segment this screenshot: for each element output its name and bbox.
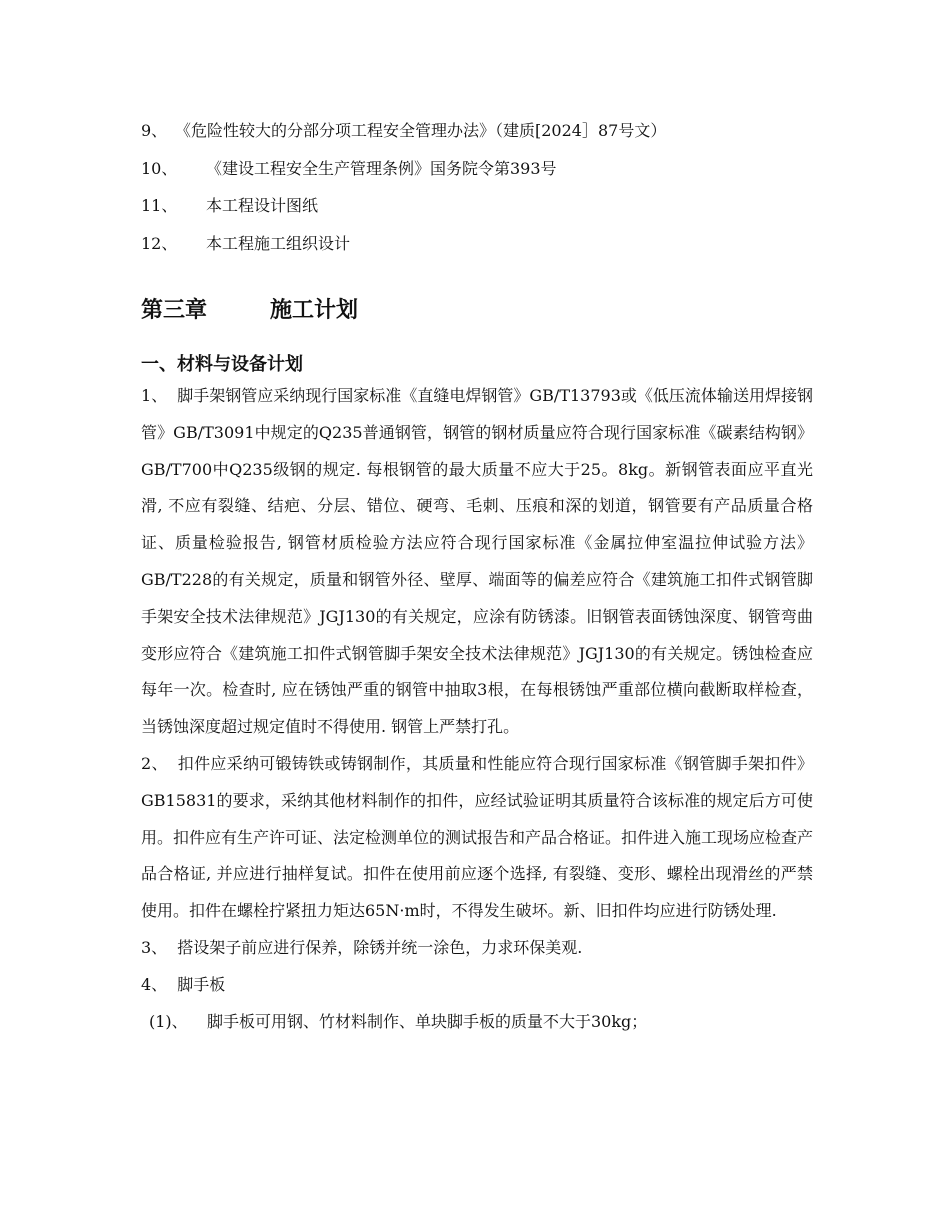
paragraph xyxy=(141,746,813,930)
reference-item xyxy=(141,154,841,192)
paragraph xyxy=(141,378,813,746)
chapter-heading xyxy=(141,292,358,328)
chapter-number: 第三章 xyxy=(141,297,208,323)
reference-number: 12、 xyxy=(141,233,178,253)
reference-text: 本工程施工组织设计 xyxy=(206,233,351,253)
paragraph-number: 4、 xyxy=(141,974,168,994)
paragraph-text: 脚手板 xyxy=(177,974,226,994)
chapter-title: 施工计划 xyxy=(270,297,359,323)
paragraph-number: 3、 xyxy=(141,937,168,957)
reference-item xyxy=(141,229,841,267)
body-text xyxy=(141,378,813,1040)
reference-number: 9、 xyxy=(141,121,168,140)
reference-text: 《建设工程安全生产管理条例》国务院令第393号 xyxy=(206,158,557,178)
reference-number: 11、 xyxy=(141,196,178,215)
sub-item xyxy=(141,1004,813,1041)
reference-item xyxy=(141,191,841,229)
sub-item-text: 脚手板可用钢、竹材料制作、单块脚手板的质量不大于30kg； xyxy=(207,1011,648,1031)
paragraph-number: 2、 xyxy=(141,753,168,773)
paragraph-text: 扣件应采纳可锻铸铁或铸钢制作，其质量和性能应符合现行国家标准《钢管脚手架扣件》GB15831的要求，采纳其他材料制作的扣件，应经试验证明其质量符合该标准的规定后方可使用。扣件应有生产许可证、法定检测单位的测试报告和产品合格证。扣件进入施工现场应检查产品合格证, 并应进行抽样复试。扣件在使用前应逐个选择, 有裂缝、变形、螺栓出现滑丝的严禁使用。扣件在螺栓拧紧扭力矩达65N·m时，不得发生破坏。新、旧扣件均应进行防锈处理. xyxy=(141,753,814,921)
reference-list xyxy=(141,116,841,266)
reference-text: 《危险性较大的分部分项工程安全管理办法》（建质[2024］87号文） xyxy=(175,121,667,140)
paragraph-number: 1、 xyxy=(141,386,168,405)
reference-item xyxy=(141,116,841,154)
reference-number: 10、 xyxy=(141,158,178,178)
section-heading: 一、材料与设备计划 xyxy=(141,354,303,375)
paragraph-text: 搭设架子前应进行保养，除锈并统一涂色，力求环保美观. xyxy=(177,937,583,957)
paragraph xyxy=(141,930,813,967)
paragraph-text: 脚手架钢管应采纳现行国家标准《直缝电焊钢管》GB/T13793或《低压流体输送用焊接钢管》GB/T3091中规定的Q235普通钢管，钢管的钢材质量应符合现行国家标准《碳素结构钢》GB/T700中Q235级钢的规定. 每根钢管的最大质量不应大于25。8kg。新钢管表面应平直光滑, 不应有裂缝、结疤、分层、错位、硬弯、毛刺、压痕和深的划道，钢管要有产品质量合格证、质量检验报告, 钢管材质检验方法应符合现行国家标准《金属拉伸室温拉伸试验方法》GB/T228的有关规定，质量和钢管外径、壁厚、端面等的偏差应符合《建筑施工扣件式钢管脚手架安全技术法律规范》JGJ130的有关规定，应涂有防锈漆。旧钢管表面锈蚀深度、钢管弯曲变形应符合《建筑施工扣件式钢管脚手架安全技术法律规范》JGJ130的有关规定。锈蚀检查应每年一次。检查时, 应在锈蚀严重的钢管中抽取3根，在每根锈蚀严重部位横向截断取样检查，当锈蚀深度超过规定值时不得使用. 钢管上严禁打孔。 xyxy=(141,386,813,737)
sub-item-number: (1)、 xyxy=(149,1011,188,1031)
paragraph xyxy=(141,967,813,1004)
reference-text: 本工程设计图纸 xyxy=(206,196,319,215)
